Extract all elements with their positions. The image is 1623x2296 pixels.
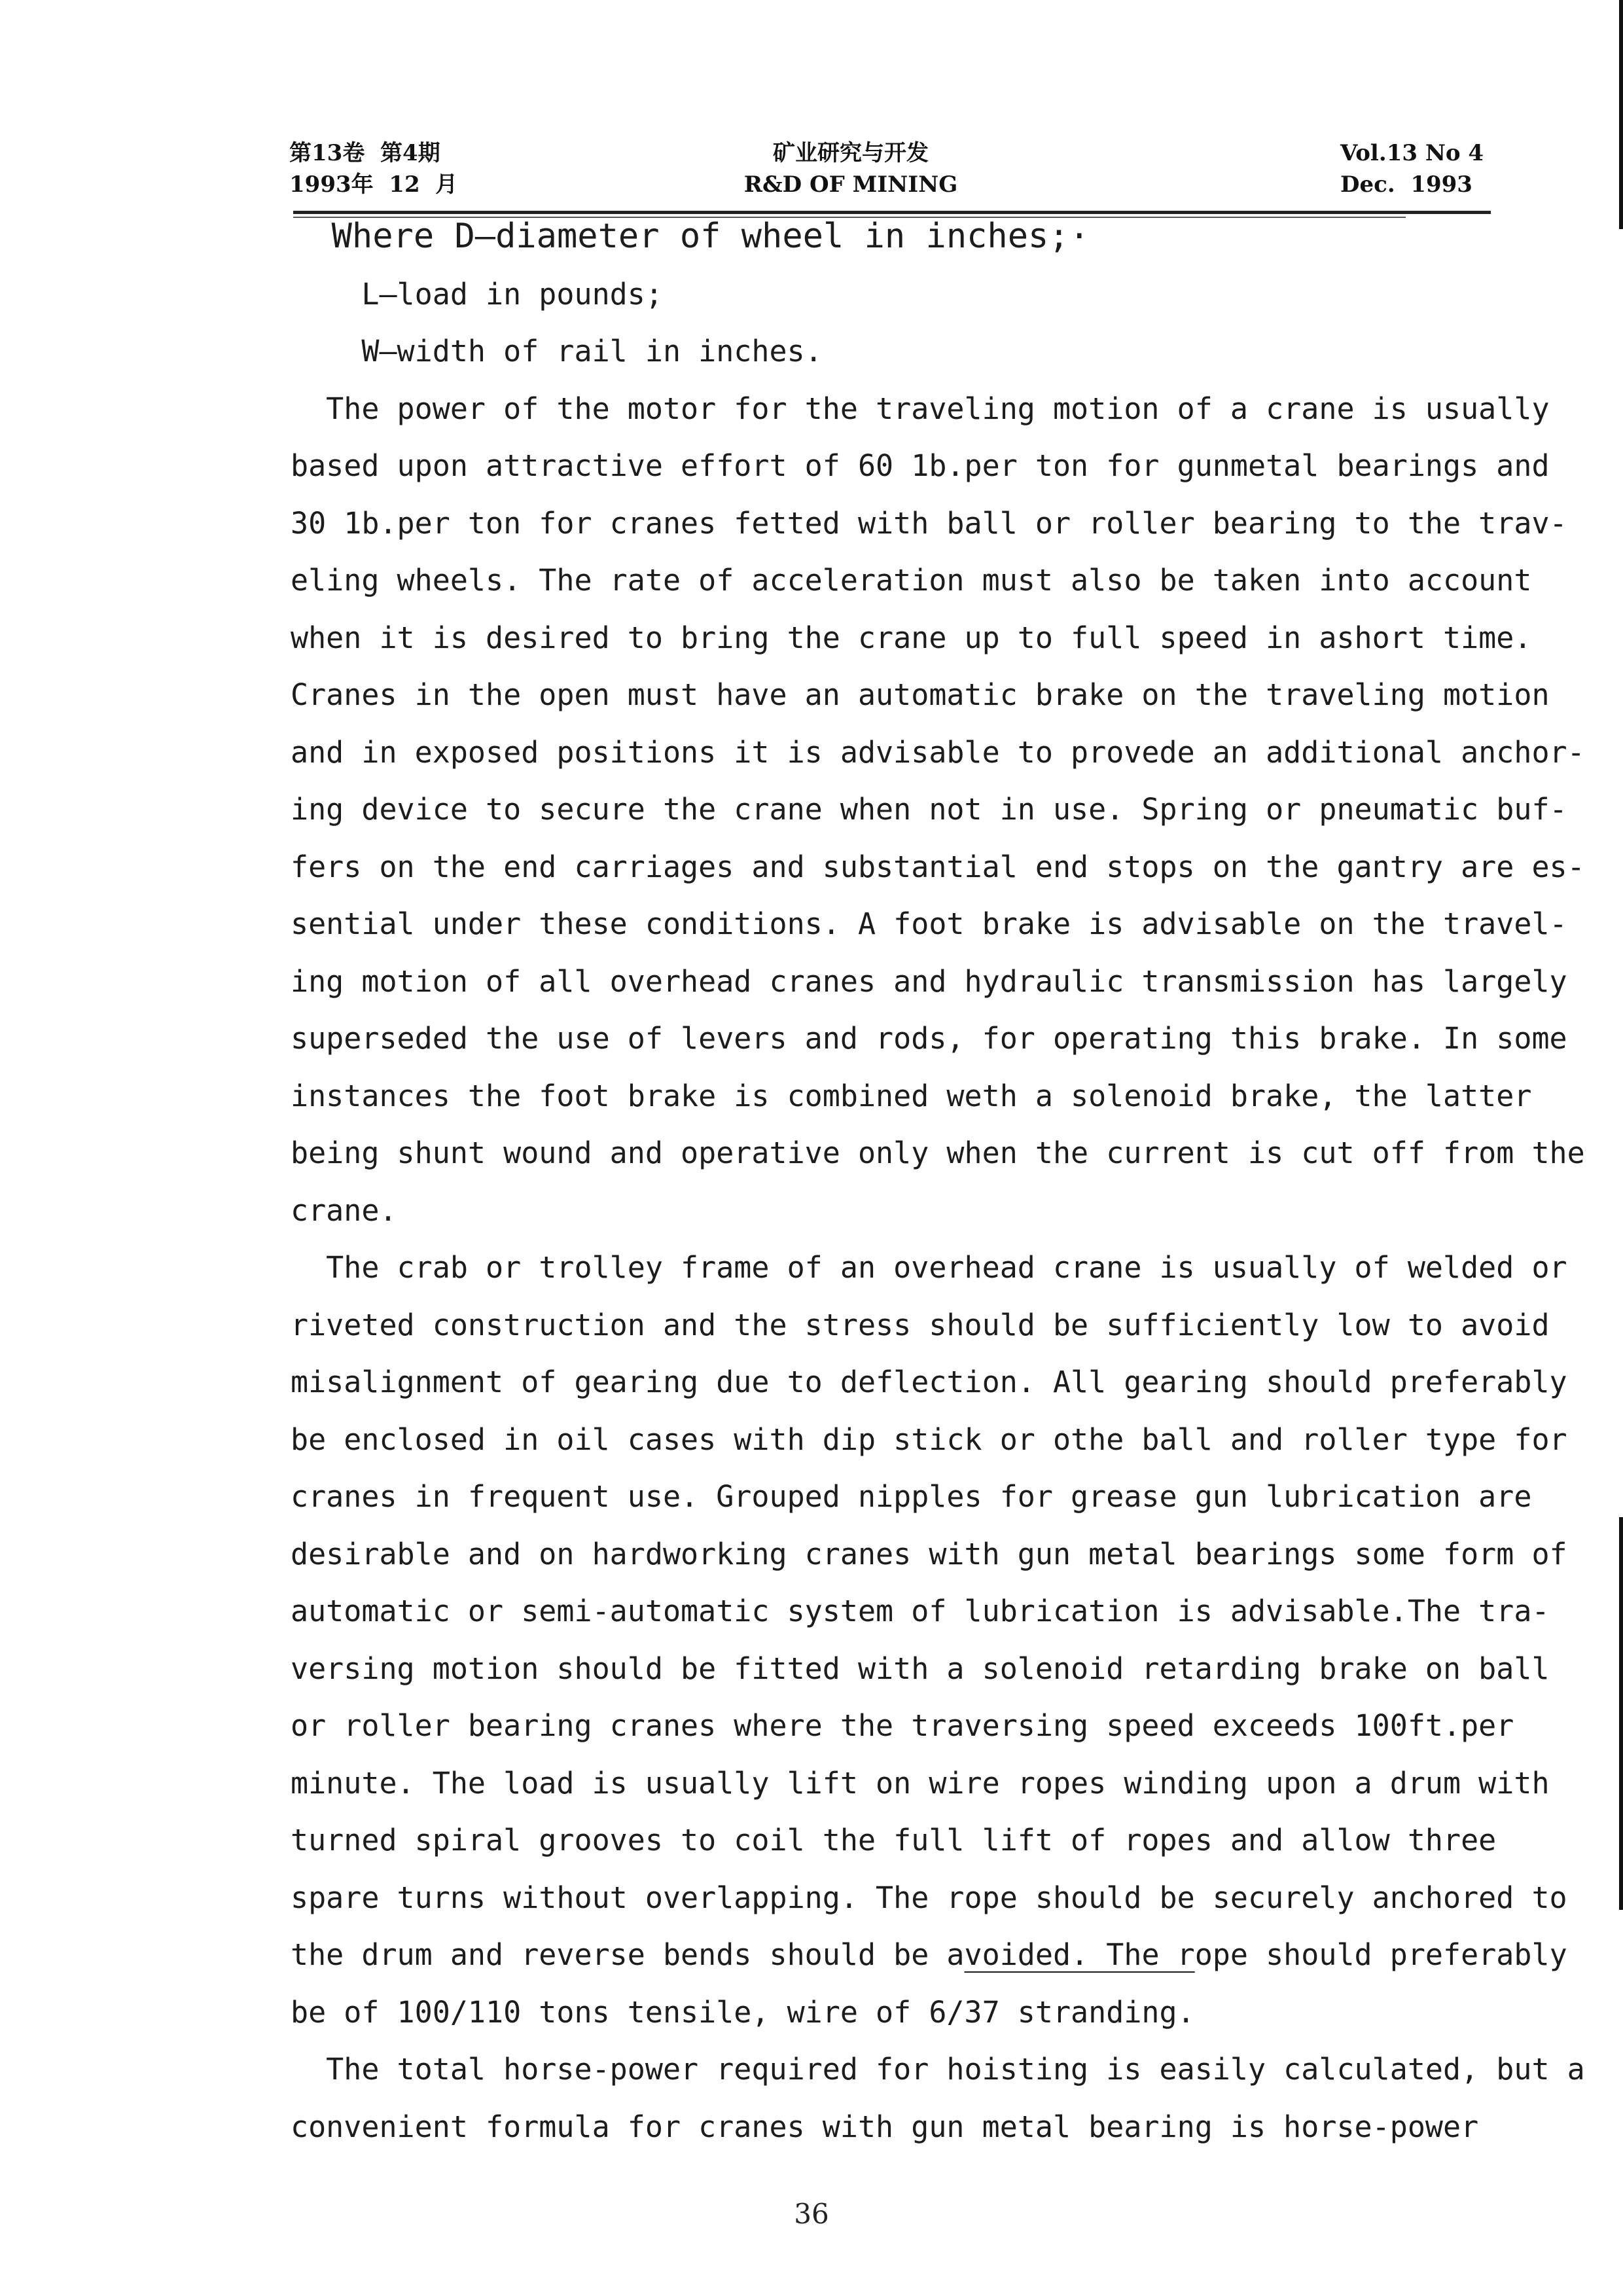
text-line: The crab or trolley frame of an overhead crane is usually of welded or bbox=[291, 1250, 1567, 1285]
text-line: ing motion of all overhead cranes and hydraulic transmission has largely bbox=[291, 963, 1567, 999]
text-line: W—width of rail in inches. bbox=[291, 334, 823, 368]
text-line: L—load in pounds; bbox=[291, 276, 663, 312]
text-line-underlined bbox=[291, 1926, 1567, 1984]
text-line: be of 100/110 tons tensile, wire of 6/37 stranding. bbox=[291, 1994, 1195, 2030]
text-line: sential under these conditions. A foot brake is advisable on the travel- bbox=[291, 906, 1567, 941]
text-line: and in exposed positions it is advisable to provede an additional anchor- bbox=[291, 734, 1585, 770]
underlined-text-segment: voided. The r bbox=[964, 1937, 1195, 1972]
journal-volume-issue bbox=[289, 137, 457, 200]
text-line: riveted construction and the stress should be sufficiently low to avoid bbox=[291, 1307, 1550, 1342]
text-line: fers on the end carriages and substantial end stops on the gantry are es- bbox=[291, 849, 1585, 884]
volume-number-english: Vol.13 No 4 bbox=[1340, 140, 1484, 166]
text-line: The total horse-power required for hoisting is easily calculated, but a bbox=[291, 2052, 1585, 2087]
text-line: Cranes in the open must have an automatic brake on the traveling motion bbox=[291, 677, 1550, 712]
text-line: or roller bearing cranes where the traversing speed exceeds 100ft.per bbox=[291, 1708, 1514, 1743]
text-line: instances the foot brake is combined weth a solenoid brake, the latter bbox=[291, 1078, 1532, 1113]
text-line: based upon attractive effort of 60 1b.per ton for gunmetal bearings and bbox=[291, 448, 1550, 483]
page-number: 36 bbox=[794, 2198, 829, 2230]
issue-date-text: 1993年 12 月 bbox=[289, 171, 458, 198]
text-line: automatic or semi-automatic system of lubrication is advisable.The tra- bbox=[291, 1594, 1550, 1628]
scan-edge-mark bbox=[1619, 0, 1623, 229]
text-line: when it is desired to bring the crane up to full speed in ashort time. bbox=[291, 620, 1532, 655]
journal-title-chinese: 矿业研究与开发 bbox=[773, 140, 929, 166]
text-line: be enclosed in oil cases with dip stick or othe ball and roller type for bbox=[291, 1422, 1567, 1457]
journal-title bbox=[707, 137, 995, 200]
text-line: ing device to secure the crane when not in use. Spring or pneumatic buf- bbox=[291, 792, 1567, 827]
journal-title-english: R&D OF MINING bbox=[743, 171, 958, 198]
text-line: convenient formula for cranes with gun metal bearing is horse-power bbox=[291, 2109, 1479, 2144]
volume-issue-text: 第13卷 第4期 bbox=[289, 140, 440, 166]
text-line: desirable and on hardworking cranes with gun metal bearings some form of bbox=[291, 1536, 1567, 1571]
article-body bbox=[291, 208, 1585, 2155]
text-segment: the drum and reverse bends should be a bbox=[291, 1937, 965, 1972]
scan-edge-mark bbox=[1619, 1517, 1623, 1910]
text-line: 30 1b.per ton for cranes fetted with ball or roller bearing to the trav- bbox=[291, 505, 1567, 541]
text-line: spare turns without overlapping. The rope should be securely anchored to bbox=[291, 1880, 1567, 1915]
date-english: Dec. 1993 bbox=[1340, 171, 1472, 198]
text-line: superseded the use of levers and rods, for operating this brake. In some bbox=[291, 1021, 1567, 1056]
text-line: eling wheels. The rate of acceleration must also be taken into account bbox=[291, 563, 1532, 598]
text-line: being shunt wound and operative only when the current is cut off from the bbox=[291, 1136, 1585, 1170]
text-line: misalignment of gearing due to deflection. All gearing should preferably bbox=[291, 1365, 1567, 1399]
text-line: crane. bbox=[291, 1193, 397, 1228]
text-line: minute. The load is usually lift on wire ropes winding upon a drum with bbox=[291, 1765, 1550, 1801]
text-line: cranes in frequent use. Grouped nipples for grease gun lubrication are bbox=[291, 1479, 1532, 1514]
text-line: turned spiral grooves to coil the full lift of ropes and allow three bbox=[291, 1823, 1497, 1857]
text-line: versing motion should be fitted with a solenoid retarding brake on ball bbox=[291, 1651, 1550, 1686]
journal-volume-english bbox=[1340, 137, 1484, 200]
text-line: Where D—diameter of wheel in inches;· bbox=[291, 217, 1090, 256]
text-segment: ope should preferably bbox=[1194, 1937, 1567, 1972]
text-line: The power of the motor for the traveling motion of a crane is usually bbox=[291, 391, 1550, 426]
